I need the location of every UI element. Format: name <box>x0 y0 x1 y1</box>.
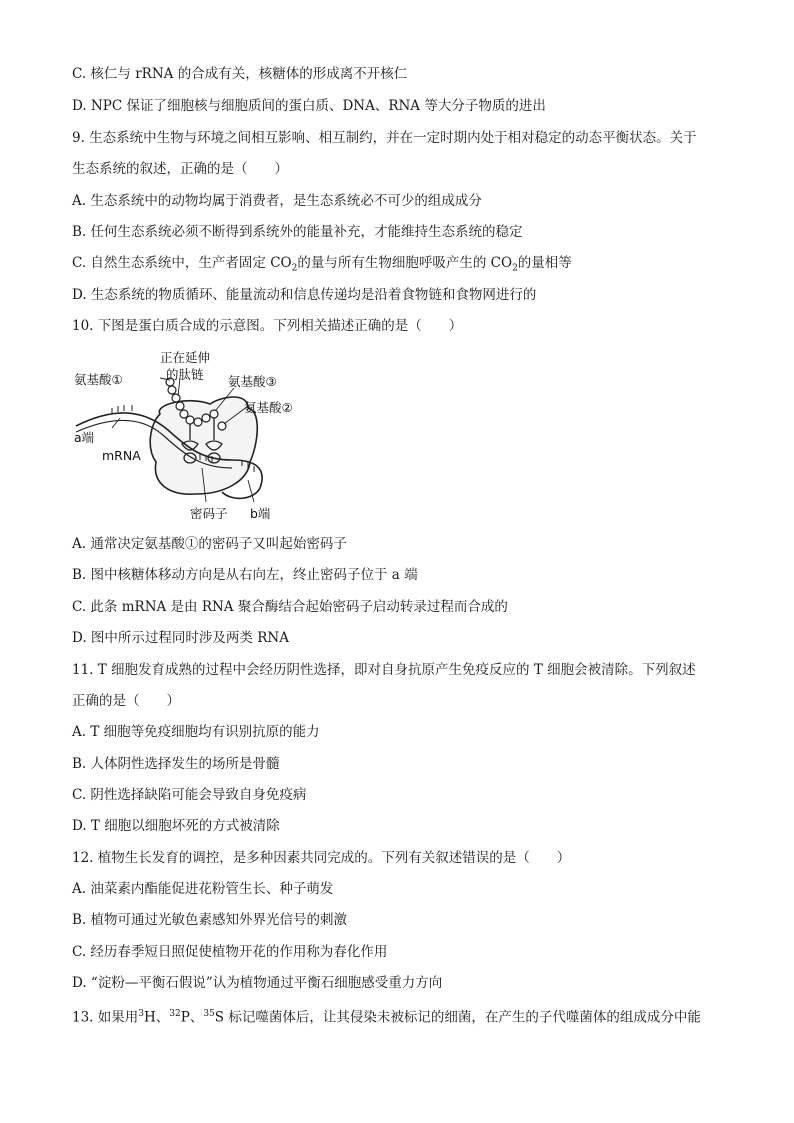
growing-chain-label: 正在延伸 <box>160 350 211 365</box>
option-a-q11: A. T 细胞等免疫细胞均有识别抗原的能力 <box>72 724 320 740</box>
option-d-q10: D. 图中所示过程同时涉及两类 RNA <box>72 630 289 646</box>
option-a-q9: A. 生态系统中的动物均属于消费者，是生态系统必不可少的组成成分 <box>72 193 482 209</box>
option-c-q10: C. 此条 mRNA 是由 RNA 聚合酶结合起始密码子启动转录过程而合成的 <box>72 599 508 615</box>
codon-label: 密码子 <box>190 506 228 521</box>
option-b-q9: B. 任何生态系统必须不断得到系统外的能量补充，才能维持生态系统的稳定 <box>72 224 523 240</box>
protein-synthesis-diagram <box>72 348 312 526</box>
amino-acid-2-label: 氨基酸② <box>244 400 293 415</box>
mrna-label: mRNA <box>102 448 141 463</box>
option-c-q11: C. 阴性选择缺陷可能会导致自身免疫病 <box>72 787 307 803</box>
option-d-q9: D. 生态系统的物质循环、能量流动和信息传递均是沿着食物链和食物网进行的 <box>72 287 537 303</box>
option-a-q12: A. 油菜素内酯能促进花粉管生长、种子萌发 <box>72 881 334 897</box>
option-c-q12: C. 经历春季短日照促使植物开花的作用称为春化作用 <box>72 944 388 960</box>
amino-acid-3 <box>210 410 218 418</box>
option-b-q12: B. 植物可通过光敏色素感知外界光信号的刺激 <box>72 912 348 928</box>
option-a-q10: A. 通常决定氨基酸①的密码子又叫起始密码子 <box>72 536 347 552</box>
question-11-stem-cont: 正确的是（ ） <box>72 693 180 709</box>
question-10-stem: 10. 下图是蛋白质合成的示意图。下列相关描述正确的是（ ） <box>72 318 463 334</box>
option-b-q10: B. 图中核糖体移动方向是从右向左，终止密码子位于 a 端 <box>72 567 418 583</box>
option-c-q9: C. 自然生态系统中，生产者固定 $CO_2$的量与所有生物细胞呼吸产生的 $CO_2$的量相等 <box>72 255 572 274</box>
translation-figure <box>72 348 312 526</box>
b-end-label: b端 <box>250 506 271 521</box>
amino-acid-3-label: 氨基酸③ <box>228 374 277 389</box>
option-d-q12: D. “淀粉—平衡石假说”认为植物通过平衡石细胞感受重力方向 <box>72 975 443 991</box>
growing-chain-label-2: 的肽链 <box>166 367 204 382</box>
option-c-q8: C. 核仁与 rRNA 的合成有关，核糖体的形成离不开核仁 <box>72 66 408 82</box>
a-end-label: a端 <box>74 430 95 445</box>
question-12-stem: 12. 植物生长发育的调控，是多种因素共同完成的。下列有关叙述错误的是（ ） <box>72 850 571 866</box>
question-11-stem: 11. T 细胞发育成熟的过程中会经历阴性选择，即对自身抗原产生免疫反应的 T 细胞会被清除。下列叙述 <box>72 662 696 678</box>
question-13-stem: 13. 如果用$^3$H、$^{32}$P、$^{35}$S 标记噬菌体后，让其侵染未被标记的细菌，在产生的子代噬菌体的组成成分中能 <box>72 1009 701 1026</box>
question-9-stem: 9. 生态系统中生物与环境之间相互影响、相互制约，并在一定时期内处于相对稳定的动态平衡状态。关于 <box>72 130 697 146</box>
option-d-q8: D. NPC 保证了细胞核与细胞质间的蛋白质、DNA、RNA 等大分子物质的进出 <box>72 98 546 114</box>
option-b-q11: B. 人体阴性选择发生的场所是骨髓 <box>72 756 280 772</box>
option-d-q11: D. T 细胞以细胞坏死的方式被清除 <box>72 818 280 834</box>
amino-acid-1-label: 氨基酸① <box>74 372 123 387</box>
question-9-stem-cont: 生态系统的叙述，正确的是（ ） <box>72 161 288 177</box>
